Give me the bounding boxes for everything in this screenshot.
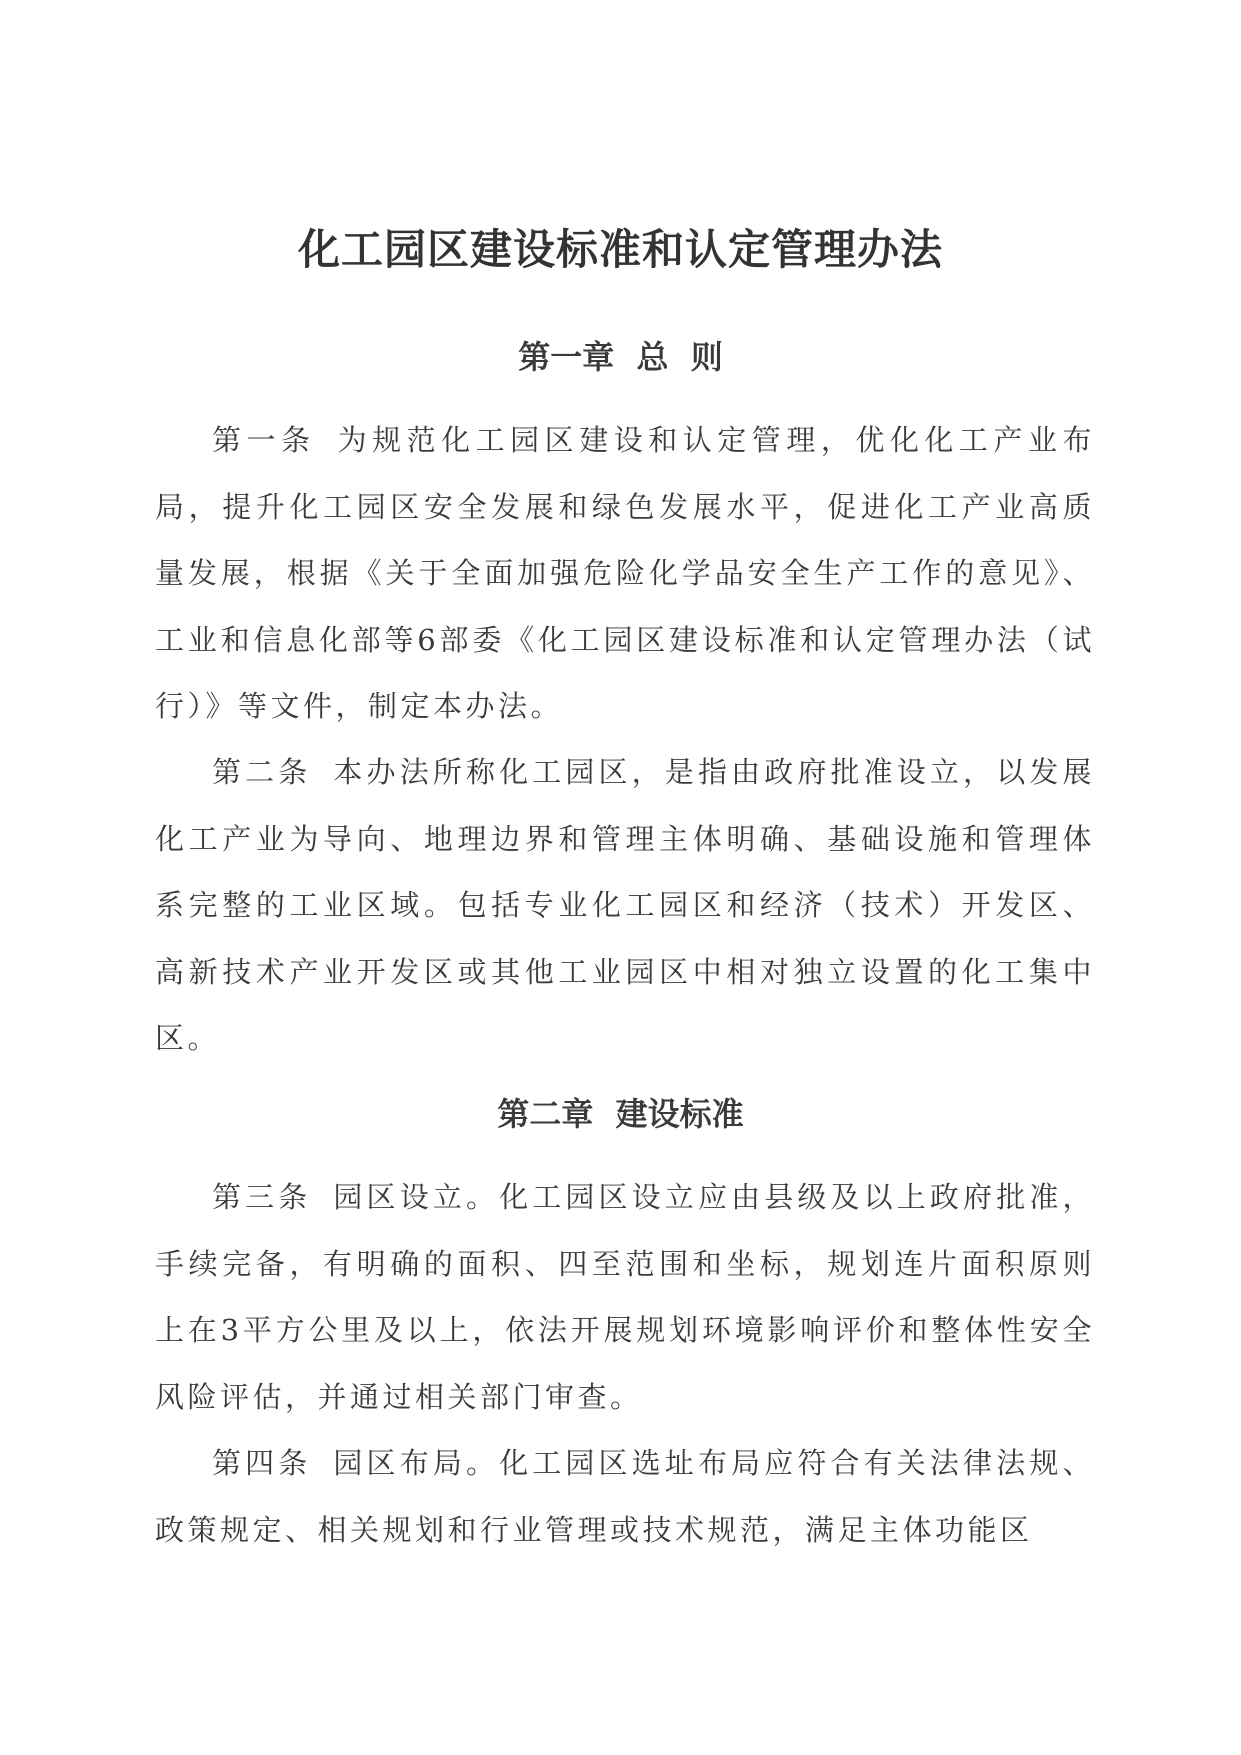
article-3	[155, 1164, 1095, 1430]
article-2	[155, 739, 1095, 1072]
article-label: 第三条	[212, 1180, 312, 1214]
article-label: 第四条	[212, 1446, 312, 1480]
article-text: 园区设立。化工园区设立应由县级及以上政府批准，手续完备，有明确的面积、四至范围和坐标，规划连片面积原则上在3平方公里及以上，依法开展规划环境影响评价和整体性安全风险评估，并通过相关部门审查。	[155, 1180, 1095, 1414]
article-label: 第一条	[212, 423, 316, 457]
article-4	[155, 1430, 1095, 1563]
document-title: 化工园区建设标准和认定管理办法	[297, 225, 943, 274]
article-text: 园区布局。化工园区选址布局应符合有关法律法规、政策规定、相关规划和行业管理或技术规范，满足主体功能区	[155, 1446, 1095, 1547]
article-text: 为规范化工园区建设和认定管理，优化化工产业布局，提升化工园区安全发展和绿色发展水平，促进化工产业高质量发展，根据《关于全面加强危险化学品安全生产工作的意见》、工业和信息化部等6部委《化工园区建设标准和认定管理办法（试行）》等文件，制定本办法。	[155, 423, 1095, 723]
article-text: 本办法所称化工园区，是指由政府批准设立，以发展化工产业为导向、地理边界和管理主体明确、基础设施和管理体系完整的工业区域。包括专业化工园区和经济（技术）开发区、高新技术产业开发区或其他工业园区中相对独立设置的化工集中区。	[155, 755, 1095, 1055]
article-1	[155, 407, 1095, 740]
article-label: 第二条	[212, 755, 312, 789]
chapter-heading-1: 第一章 总 则	[518, 338, 723, 376]
chapter-heading-2: 第二章 建设标准	[497, 1095, 744, 1133]
